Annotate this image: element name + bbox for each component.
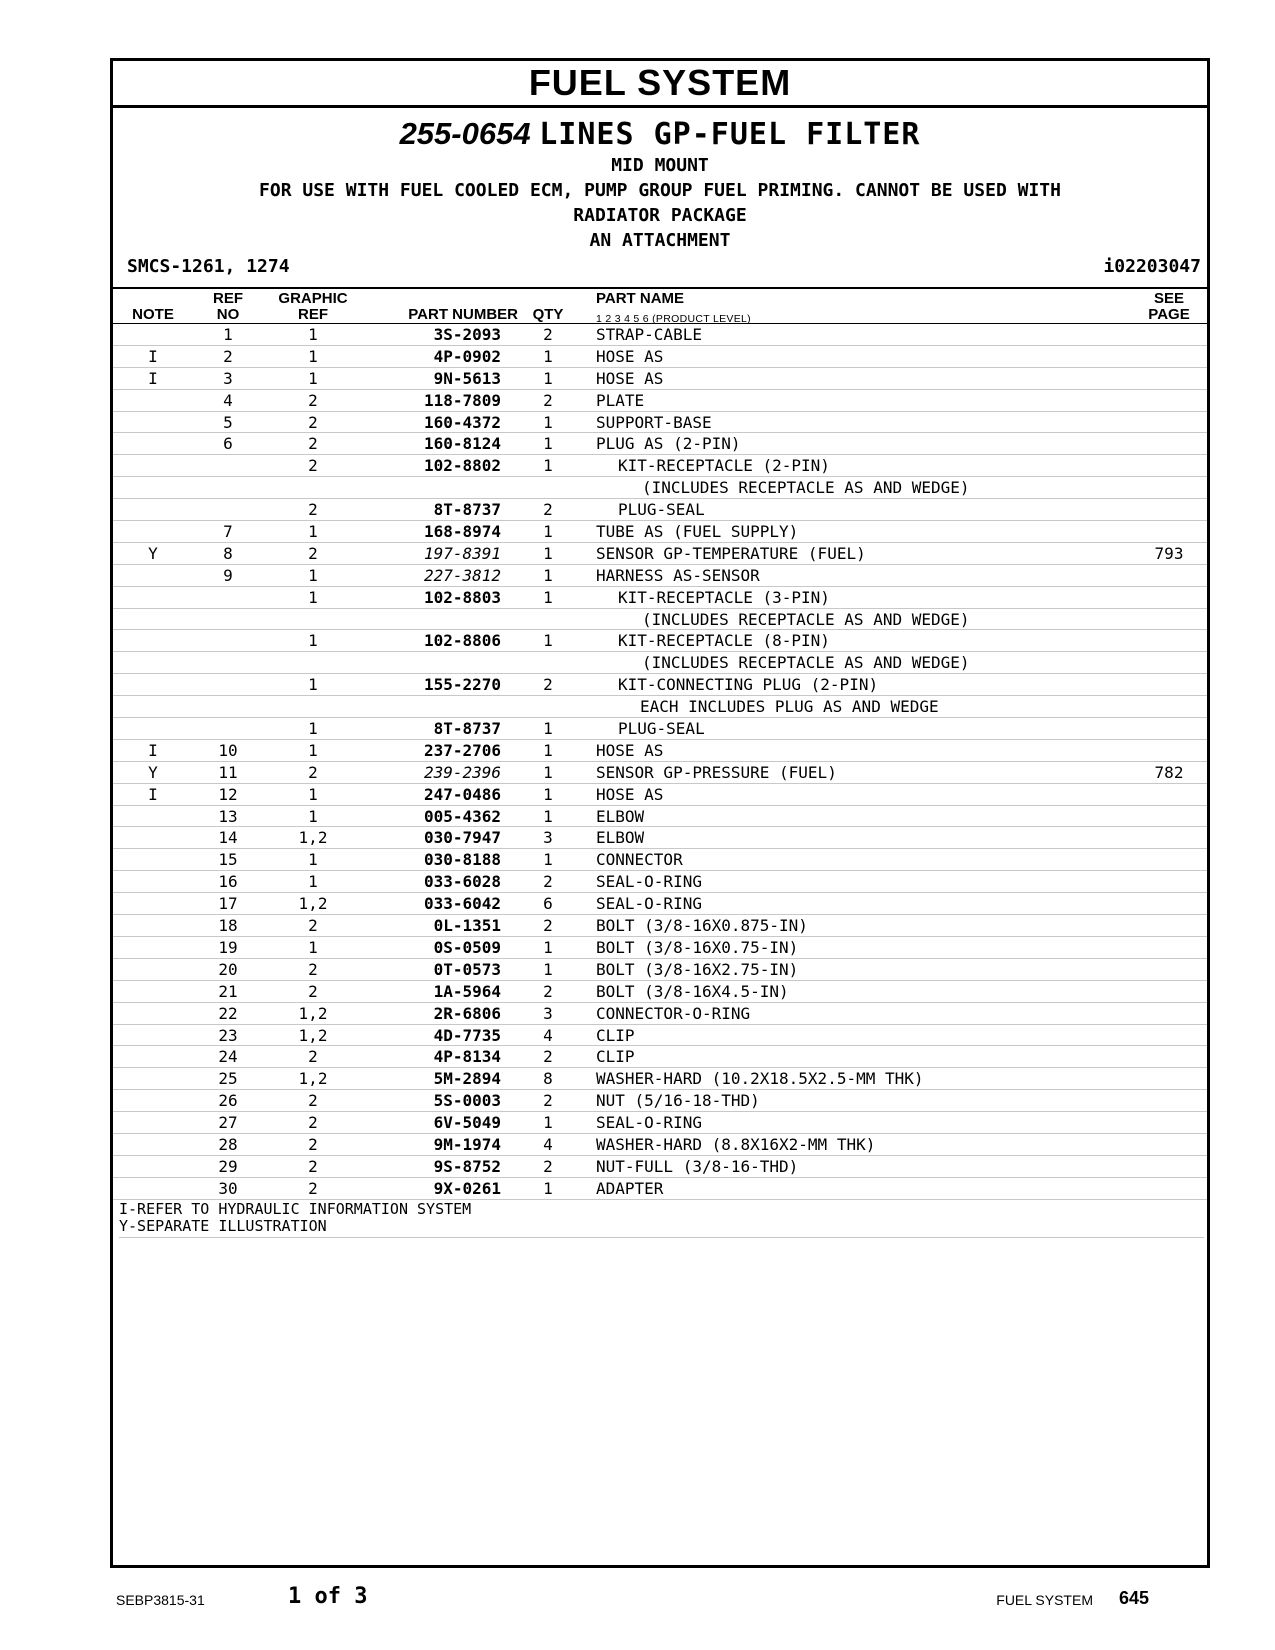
table-row xyxy=(113,368,1207,390)
cell-graphic-ref: 1 xyxy=(308,937,318,957)
col-ref-top: REF xyxy=(213,290,243,307)
table-row xyxy=(113,390,1207,412)
table-row xyxy=(113,806,1207,828)
cell-part-name: NUT-FULL (3/8-16-THD) xyxy=(596,1156,799,1176)
cell-graphic-ref: 2 xyxy=(308,981,318,1001)
table-row xyxy=(113,696,1207,718)
header-line-3: RADIATOR PACKAGE xyxy=(573,205,747,226)
cell-part-name: TUBE AS (FUEL SUPPLY) xyxy=(596,522,799,542)
cell-ref-no: 17 xyxy=(218,894,238,914)
cell-part-name: KIT-RECEPTACLE (8-PIN) xyxy=(618,631,830,651)
cell-part-name: CLIP xyxy=(596,1025,635,1045)
cell-part-name: HOSE AS xyxy=(596,784,664,804)
cell-ref-no: 1 xyxy=(223,325,233,344)
header-line-2: FOR USE WITH FUEL COOLED ECM, PUMP GROUP FUEL PRIMING. CANNOT BE USED WITH xyxy=(259,180,1061,201)
cell-part-name: SEAL-O-RING xyxy=(596,894,702,914)
footer-doc-id: SEBP3815-31 xyxy=(116,1592,205,1608)
cell-part-name: SEAL-O-RING xyxy=(596,1113,702,1133)
cell-part-number: 6V-5049 xyxy=(433,1113,501,1133)
cell-ref-no: 6 xyxy=(223,434,233,454)
cell-graphic-ref: 2 xyxy=(308,1156,318,1176)
column-headers xyxy=(113,287,1207,324)
cell-qty: 1 xyxy=(543,762,553,782)
table-row xyxy=(113,1025,1207,1047)
cell-part-number: 5M-2894 xyxy=(433,1069,501,1089)
cell-graphic-ref: 2 xyxy=(308,1091,318,1111)
table-row xyxy=(113,630,1207,652)
col-ref-no xyxy=(208,291,248,323)
cell-part-number: 4P-8134 xyxy=(433,1047,501,1067)
col-graphic-ref xyxy=(273,291,353,323)
cell-part-name: BOLT (3/8-16X0.875-IN) xyxy=(596,916,808,936)
table-row xyxy=(113,565,1207,587)
cell-part-number: 8T-8737 xyxy=(433,500,501,520)
cell-ref-no: 30 xyxy=(218,1178,238,1198)
table-row xyxy=(113,324,1207,346)
cell-graphic-ref: 1 xyxy=(308,346,318,366)
smcs-code: SMCS-1261, 1274 xyxy=(127,256,290,277)
footer-section: FUEL SYSTEM xyxy=(996,1592,1093,1608)
assembly-part-number: 255-0654 xyxy=(399,116,531,151)
cell-part-number: 197-8391 xyxy=(423,543,501,563)
cell-part-number: 0S-0509 xyxy=(433,937,501,957)
table-row xyxy=(113,1003,1207,1025)
cell-graphic-ref: 2 xyxy=(308,500,318,520)
cell-graphic-ref: 2 xyxy=(308,959,318,979)
table-row xyxy=(113,1046,1207,1068)
cell-ref-no: 14 xyxy=(218,828,238,848)
cell-ref-no: 22 xyxy=(218,1003,238,1023)
col-product-levels: 1 2 3 4 5 6 (PRODUCT LEVEL) xyxy=(596,313,751,325)
cell-part-number: 9X-0261 xyxy=(433,1178,501,1198)
cell-part-name: NUT (5/16-18-THD) xyxy=(596,1091,760,1111)
cell-qty: 2 xyxy=(543,872,553,892)
cell-qty: 1 xyxy=(543,456,553,476)
table-row xyxy=(113,1178,1207,1200)
cell-ref-no: 18 xyxy=(218,916,238,936)
cell-ref-no: 28 xyxy=(218,1134,238,1154)
cell-part-number: 239-2396 xyxy=(423,762,501,782)
cell-ref-no: 3 xyxy=(223,368,233,388)
cell-qty: 2 xyxy=(543,1091,553,1111)
cell-ref-no: 4 xyxy=(223,390,233,410)
parts-table xyxy=(113,324,1207,1200)
col-part-number: PART NUMBER xyxy=(408,306,518,323)
footer-page-number: 645 xyxy=(1118,1588,1149,1608)
cell-ref-no: 27 xyxy=(218,1113,238,1133)
cell-part-name: HOSE AS xyxy=(596,346,664,366)
cell-part-number: 160-4372 xyxy=(423,412,501,432)
cell-part-name: ELBOW xyxy=(596,828,645,848)
col-see-top: SEE xyxy=(1153,290,1184,307)
cell-graphic-ref: 1 xyxy=(308,631,318,651)
table-row xyxy=(113,477,1207,499)
cell-qty: 1 xyxy=(543,719,553,739)
header-line-1: MID MOUNT xyxy=(611,155,709,176)
cell-part-number: 9M-1974 xyxy=(433,1134,501,1154)
cell-part-number: 102-8803 xyxy=(423,587,501,607)
table-row xyxy=(113,959,1207,981)
cell-qty: 2 xyxy=(543,500,553,520)
table-row xyxy=(113,499,1207,521)
cell-part-number: 5S-0003 xyxy=(433,1091,501,1111)
cell-see-page: 793 xyxy=(1154,543,1184,563)
cell-qty: 6 xyxy=(543,894,553,914)
cell-part-name: PLUG-SEAL xyxy=(618,719,705,739)
cell-graphic-ref: 1,2 xyxy=(298,1003,328,1023)
table-row xyxy=(113,981,1207,1003)
cell-graphic-ref: 2 xyxy=(308,1047,318,1067)
cell-graphic-ref: 1 xyxy=(308,565,318,585)
cell-graphic-ref: 2 xyxy=(308,762,318,782)
part-title xyxy=(113,116,1207,153)
system-title: FUEL SYSTEM xyxy=(113,61,1207,108)
cell-ref-no: 21 xyxy=(218,981,238,1001)
cell-qty: 2 xyxy=(543,981,553,1001)
cell-qty: 1 xyxy=(543,587,553,607)
col-graphic-top: GRAPHIC xyxy=(278,290,348,307)
table-row xyxy=(113,740,1207,762)
cell-part-number: 9S-8752 xyxy=(433,1156,501,1176)
cell-ref-no: 23 xyxy=(218,1025,238,1045)
table-row xyxy=(113,412,1207,434)
cell-part-number: 237-2706 xyxy=(423,740,501,760)
cell-graphic-ref: 2 xyxy=(308,1178,318,1198)
cell-qty: 1 xyxy=(543,346,553,366)
cell-graphic-ref: 2 xyxy=(308,456,318,476)
cell-ref-no: 2 xyxy=(223,346,233,366)
cell-ref-no: 16 xyxy=(218,872,238,892)
cell-part-name: HOSE AS xyxy=(596,740,664,760)
cell-ref-no: 26 xyxy=(218,1091,238,1111)
cell-graphic-ref: 1 xyxy=(308,784,318,804)
cell-graphic-ref: 2 xyxy=(308,543,318,563)
table-row xyxy=(113,937,1207,959)
cell-part-number: 0T-0573 xyxy=(433,959,501,979)
cell-qty: 1 xyxy=(543,631,553,651)
col-qty: QTY xyxy=(532,306,564,323)
cell-part-number: 1A-5964 xyxy=(433,981,501,1001)
cell-part-name: SENSOR GP-TEMPERATURE (FUEL) xyxy=(596,543,866,563)
cell-part-number: 030-7947 xyxy=(423,828,501,848)
cell-part-name: CLIP xyxy=(596,1047,635,1067)
cell-part-number: 9N-5613 xyxy=(433,368,501,388)
cell-part-name: BOLT (3/8-16X0.75-IN) xyxy=(596,937,799,957)
cell-part-number: 033-6042 xyxy=(423,894,501,914)
notes xyxy=(119,1201,1204,1238)
cell-part-name: HARNESS AS-SENSOR xyxy=(596,565,760,585)
cell-graphic-ref: 1 xyxy=(308,675,318,695)
cell-part-name: (INCLUDES RECEPTACLE AS AND WEDGE) xyxy=(642,653,970,673)
cell-part-name: STRAP-CABLE xyxy=(596,325,702,344)
cell-qty: 4 xyxy=(543,1134,553,1154)
cell-qty: 1 xyxy=(543,1113,553,1133)
table-row xyxy=(113,893,1207,915)
cell-part-name: BOLT (3/8-16X2.75-IN) xyxy=(596,959,799,979)
table-row xyxy=(113,1156,1207,1178)
cell-graphic-ref: 1 xyxy=(308,740,318,760)
cell-ref-no: 24 xyxy=(218,1047,238,1067)
table-row xyxy=(113,346,1207,368)
table-row xyxy=(113,674,1207,696)
cell-part-number: 2R-6806 xyxy=(433,1003,501,1023)
cell-note: Y xyxy=(148,543,158,563)
cell-part-number: 4D-7735 xyxy=(433,1025,501,1045)
cell-part-name: SUPPORT-BASE xyxy=(596,412,712,432)
cell-graphic-ref: 2 xyxy=(308,1113,318,1133)
cell-ref-no: 19 xyxy=(218,937,238,957)
cell-qty: 2 xyxy=(543,1156,553,1176)
cell-graphic-ref: 1,2 xyxy=(298,828,328,848)
cell-graphic-ref: 1 xyxy=(308,587,318,607)
cell-part-number: 155-2270 xyxy=(423,675,501,695)
footer-page-of: 1 of 3 xyxy=(288,1584,368,1609)
cell-part-number: 102-8802 xyxy=(423,456,501,476)
cell-part-name: WASHER-HARD (10.2X18.5X2.5-MM THK) xyxy=(596,1069,924,1089)
cell-qty: 1 xyxy=(543,937,553,957)
cell-part-number: 227-3812 xyxy=(423,565,501,585)
cell-part-number: 160-8124 xyxy=(423,434,501,454)
part-header xyxy=(113,116,1207,253)
cell-qty: 1 xyxy=(543,740,553,760)
cell-part-number: 3S-2093 xyxy=(433,325,501,344)
cell-part-number: 8T-8737 xyxy=(433,719,501,739)
cell-part-number: 030-8188 xyxy=(423,850,501,870)
page-frame xyxy=(110,58,1210,1568)
cell-graphic-ref: 2 xyxy=(308,412,318,432)
cell-ref-no: 15 xyxy=(218,850,238,870)
col-see-bottom: PAGE xyxy=(1148,306,1190,323)
cell-graphic-ref: 1 xyxy=(308,719,318,739)
cell-qty: 1 xyxy=(543,806,553,826)
cell-part-name: KIT-RECEPTACLE (3-PIN) xyxy=(618,587,830,607)
cell-graphic-ref: 2 xyxy=(308,1134,318,1154)
table-row xyxy=(113,1112,1207,1134)
cell-part-name: (INCLUDES RECEPTACLE AS AND WEDGE) xyxy=(642,609,970,629)
cell-part-name: EACH INCLUDES PLUG AS AND WEDGE xyxy=(640,697,939,717)
cell-note: I xyxy=(148,368,158,388)
cell-qty: 2 xyxy=(543,916,553,936)
cell-qty: 3 xyxy=(543,1003,553,1023)
cell-qty: 1 xyxy=(543,368,553,388)
col-part-name: PART NAME xyxy=(596,290,685,307)
cell-part-number: 033-6028 xyxy=(423,872,501,892)
cell-part-name: SENSOR GP-PRESSURE (FUEL) xyxy=(596,762,837,782)
table-row xyxy=(113,915,1207,937)
cell-qty: 2 xyxy=(543,325,553,344)
header-line-4: AN ATTACHMENT xyxy=(589,230,731,251)
cell-ref-no: 20 xyxy=(218,959,238,979)
cell-note: I xyxy=(148,346,158,366)
cell-graphic-ref: 2 xyxy=(308,390,318,410)
cell-graphic-ref: 1 xyxy=(308,522,318,542)
cell-qty: 1 xyxy=(543,522,553,542)
cell-graphic-ref: 1,2 xyxy=(298,1069,328,1089)
cell-note: I xyxy=(148,784,158,804)
table-row xyxy=(113,543,1207,565)
table-row xyxy=(113,1090,1207,1112)
cell-qty: 2 xyxy=(543,390,553,410)
cell-part-number: 102-8806 xyxy=(423,631,501,651)
cell-ref-no: 11 xyxy=(218,762,238,782)
cell-part-number: 118-7809 xyxy=(423,390,501,410)
table-row xyxy=(113,433,1207,455)
cell-qty: 3 xyxy=(543,828,553,848)
cell-part-number: 4P-0902 xyxy=(433,346,501,366)
table-row xyxy=(113,609,1207,631)
note-y: Y-SEPARATE ILLUSTRATION xyxy=(119,1217,327,1235)
cell-part-name: ELBOW xyxy=(596,806,645,826)
cell-part-number: 168-8974 xyxy=(423,522,501,542)
cell-part-name: (INCLUDES RECEPTACLE AS AND WEDGE) xyxy=(642,478,970,498)
table-row xyxy=(113,521,1207,543)
table-row xyxy=(113,871,1207,893)
cell-ref-no: 10 xyxy=(218,740,238,760)
cell-graphic-ref: 1 xyxy=(308,850,318,870)
cell-graphic-ref: 1 xyxy=(308,368,318,388)
cell-part-number: 247-0486 xyxy=(423,784,501,804)
cell-note: I xyxy=(148,740,158,760)
col-ref-bottom: NO xyxy=(216,306,240,323)
cell-qty: 4 xyxy=(543,1025,553,1045)
cell-part-name: CONNECTOR-O-RING xyxy=(596,1003,751,1023)
cell-graphic-ref: 1 xyxy=(308,872,318,892)
table-row xyxy=(113,1134,1207,1156)
cell-part-name: KIT-RECEPTACLE (2-PIN) xyxy=(618,456,830,476)
cell-part-number: 0L-1351 xyxy=(433,916,501,936)
cell-graphic-ref: 1,2 xyxy=(298,894,328,914)
cell-qty: 1 xyxy=(543,959,553,979)
cell-ref-no: 25 xyxy=(218,1069,238,1089)
note-i: I-REFER TO HYDRAULIC INFORMATION SYSTEM xyxy=(119,1200,472,1218)
cell-ref-no: 5 xyxy=(223,412,233,432)
table-row xyxy=(113,652,1207,674)
cell-part-name: PLATE xyxy=(596,390,645,410)
cell-part-name: BOLT (3/8-16X4.5-IN) xyxy=(596,981,789,1001)
cell-graphic-ref: 2 xyxy=(308,434,318,454)
cell-part-number: 005-4362 xyxy=(423,806,501,826)
cell-qty: 1 xyxy=(543,565,553,585)
cell-qty: 1 xyxy=(543,412,553,432)
cell-part-name: ADAPTER xyxy=(596,1178,664,1198)
cell-part-name: PLUG-SEAL xyxy=(618,500,705,520)
cell-see-page: 782 xyxy=(1154,762,1184,782)
col-graphic-bottom: REF xyxy=(298,306,328,323)
cell-qty: 1 xyxy=(543,784,553,804)
table-row xyxy=(113,762,1207,784)
cell-part-name: KIT-CONNECTING PLUG (2-PIN) xyxy=(618,675,879,695)
table-row xyxy=(113,827,1207,849)
assembly-part-name: LINES GP-FUEL FILTER xyxy=(539,117,921,152)
cell-ref-no: 29 xyxy=(218,1156,238,1176)
cell-qty: 1 xyxy=(543,434,553,454)
cell-qty: 8 xyxy=(543,1069,553,1089)
cell-ref-no: 9 xyxy=(223,565,233,585)
cell-part-name: SEAL-O-RING xyxy=(596,872,702,892)
cell-graphic-ref: 1 xyxy=(308,806,318,826)
cell-note: Y xyxy=(148,762,158,782)
table-row xyxy=(113,587,1207,609)
cell-qty: 2 xyxy=(543,1047,553,1067)
cell-ref-no: 7 xyxy=(223,522,233,542)
cell-qty: 1 xyxy=(543,543,553,563)
illustration-id: i02203047 xyxy=(1103,256,1201,277)
cell-graphic-ref: 1,2 xyxy=(298,1025,328,1045)
cell-part-name: PLUG AS (2-PIN) xyxy=(596,434,741,454)
cell-ref-no: 8 xyxy=(223,543,233,563)
cell-part-name: WASHER-HARD (8.8X16X2-MM THK) xyxy=(596,1134,876,1154)
table-row xyxy=(113,1068,1207,1090)
cell-graphic-ref: 2 xyxy=(308,916,318,936)
cell-ref-no: 12 xyxy=(218,784,238,804)
table-row xyxy=(113,784,1207,806)
cell-graphic-ref: 1 xyxy=(308,325,318,344)
cell-qty: 1 xyxy=(543,1178,553,1198)
cell-qty: 1 xyxy=(543,850,553,870)
cell-qty: 2 xyxy=(543,675,553,695)
cell-part-name: HOSE AS xyxy=(596,368,664,388)
table-row xyxy=(113,849,1207,871)
col-see-page xyxy=(1139,291,1199,323)
cell-ref-no: 13 xyxy=(218,806,238,826)
table-row xyxy=(113,718,1207,740)
cell-part-name: CONNECTOR xyxy=(596,850,683,870)
table-row xyxy=(113,455,1207,477)
col-note: NOTE xyxy=(132,306,174,323)
